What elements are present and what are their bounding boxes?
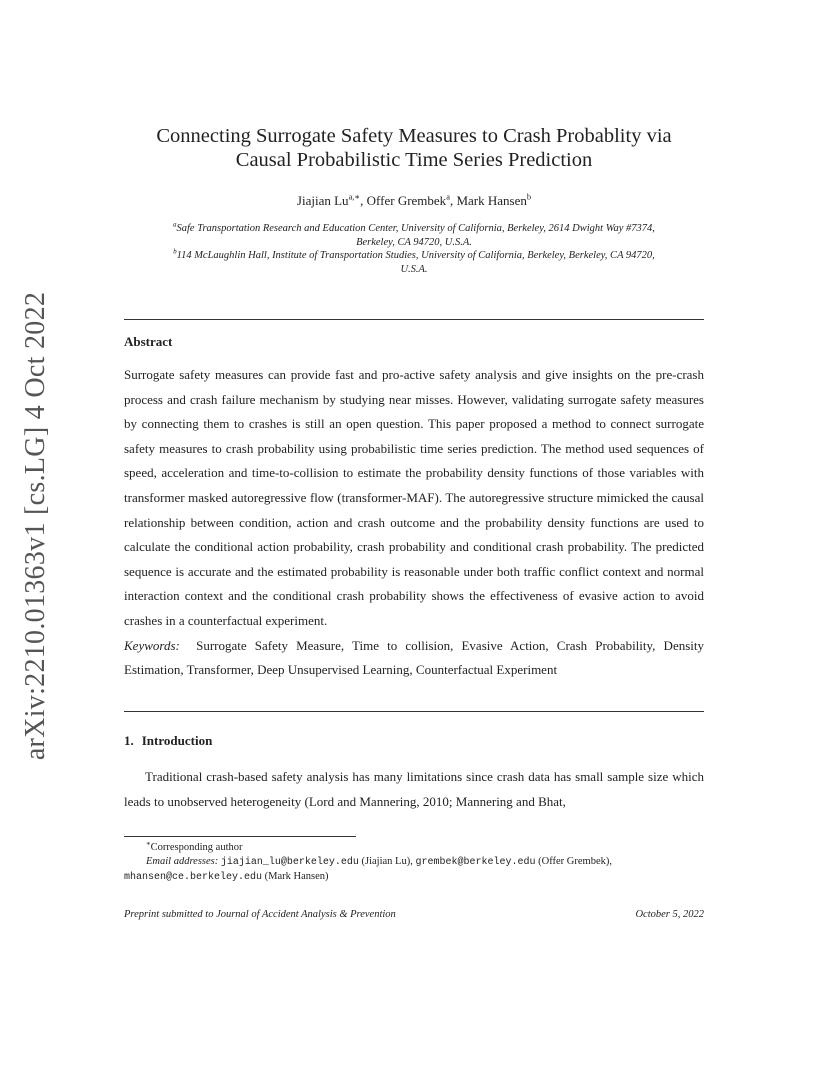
title-line-1: Connecting Surrogate Safety Measures to Crash Probablity via [156, 125, 672, 147]
author-affiliation-mark: a [446, 191, 450, 202]
author-name: Jiajian Lu [296, 193, 349, 208]
title-line-2: Causal Probabilistic Time Series Prediction [235, 149, 593, 171]
email-link[interactable]: mhansen@ce.berkeley.edu [124, 872, 263, 883]
abstract-text: Surrogate safety measures can provide fast and pro-active safety analysis and give insights on the pre-crash process and crash failure mechanism by studying near misses. However, validating surrogate safety measures by connecting them to crashes is still an open question. This paper proposed a method to connect surrogate safety measures to crash probability using probabilistic time series prediction. The method used sequences of speed, acceleration and time-to-collision to estimate the probability density functions of those variables with transformer masked autoregressive flow (transformer-MAF). The autoregressive structure mimicked the causal relationship between condition, action and crash outcome and the probability density functions are used to calculate the conditional action probability, crash probability and conditional crash probability. The predicted sequence is accurate and the estimated probability is reasonable under both traffic conflict context and normal interaction context and the conditional crash probability shows the effectiveness of evasive action to avoid crashes in a counterfactual experiment. [124, 367, 704, 628]
email-link[interactable]: jiajian_lu@berkeley.edu [220, 857, 359, 868]
author-name: Mark Hansen [456, 193, 527, 208]
author-affiliation-mark: b [526, 191, 532, 202]
section-title: Introduction [141, 733, 213, 748]
abstract-bottom-rule [124, 711, 704, 712]
footnote [124, 841, 704, 885]
introduction-paragraph: Traditional crash-based safety analysis has many limitations since crash data has small sample size which leads to unobserved heterogeneity (Lord and Mannering, 2010; Mannering and Bhat, [124, 769, 704, 809]
keywords-label: Keywords: [124, 637, 180, 653]
keywords-list: Surrogate Safety Measure, Time to collision, Evasive Action, Crash Probability, Density Estimation, Transformer, Deep Unsupervised Learning, Counterfactual Experiment [124, 637, 704, 678]
arxiv-side-label: arXiv:2210.01363v1 [cs.LG] 4 Oct 2022 [20, 291, 51, 761]
email-addresses: Email addresses: jiajian_lu@berkeley.edu (Jiajian Lu), grembek@berkeley.edu (Offer Grembek), [146, 856, 612, 868]
keywords [124, 634, 704, 683]
section-heading [124, 733, 212, 749]
email-link[interactable]: grembek@berkeley.edu [415, 857, 536, 868]
abstract-heading: Abstract [124, 334, 173, 349]
abstract-body [124, 363, 704, 683]
footer-date: October 5, 2022 [635, 909, 704, 920]
paper-title [100, 124, 728, 172]
author-list: Jiajian $Lu^{a,∗}$, Offer Grembek$^a$, Mark Hansen$^b$ [296, 191, 532, 208]
author-name: Offer Grembek [366, 193, 447, 208]
affiliation-a: $^a$Safe Transportation Research and Education Center, University of California, Berkeley, 2614 Dwight Way #7374, Berkeley, CA 94720, U.S.A. [173, 221, 655, 248]
footer-journal: Preprint submitted to Journal of Accident Analysis & Prevention [124, 909, 396, 920]
section-number: 1. [124, 733, 134, 748]
affiliation-b: $^b$114 McLaughlin Hall, Institute of Transportation Studies, University of California, Berkeley, Berkeley, CA 94720, U.S.A. [173, 248, 655, 275]
email-addresses-continued: mhansen@ce.berkeley.edu (Mark Hansen) [124, 871, 329, 883]
footnote-rule [124, 836, 356, 837]
corresponding-author-note: ∗Corresponding author [146, 840, 243, 853]
author-affiliation-mark: a,∗ [348, 191, 361, 202]
abstract-top-rule [124, 319, 704, 320]
